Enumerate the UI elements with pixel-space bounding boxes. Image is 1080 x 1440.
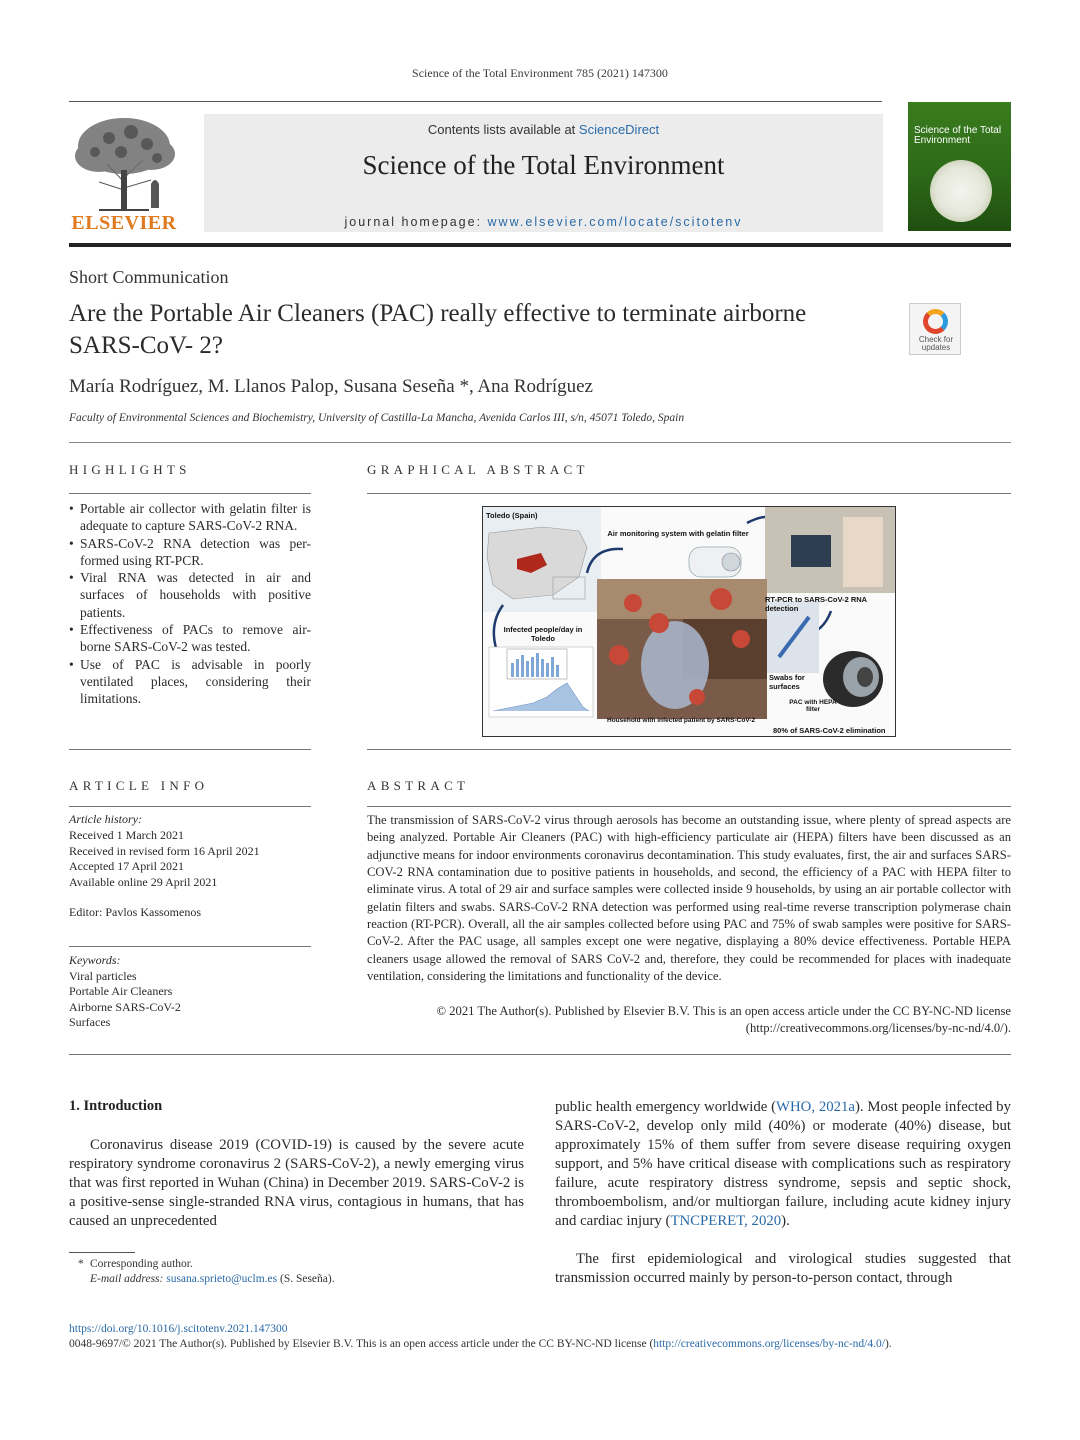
footnote-marker: * — [78, 1258, 84, 1270]
affiliation: Faculty of Environmental Sciences and Biochemistry, University of Castilla-La Mancha, Avenida Carlos III, s/n, 45071 Toledo, Spain — [69, 412, 685, 424]
highlight-item: • Use of PAC is advisable in poorly ventilated places, considering their limitations. — [69, 656, 311, 708]
citation-tncperet-link[interactable]: TNCPERET, 2020 — [670, 1213, 782, 1229]
keyword-item: Portable Air Cleaners — [69, 984, 173, 999]
introduction-heading: 1. Introduction — [69, 1098, 163, 1114]
journal-cover[interactable] — [908, 102, 1011, 231]
highlights-heading: HIGHLIGHTS — [69, 462, 191, 477]
introduction-right-paragraph-2: The first epidemiological and virological studies suggested that transmission occurred mainly by person-to-person contact, through — [555, 1251, 1011, 1286]
affiliation-rule — [69, 442, 1011, 443]
citation-who-link[interactable]: WHO, 2021a — [776, 1099, 855, 1115]
revised-date: Received in revised form 16 April 2021 — [69, 843, 260, 858]
check-updates-icon — [923, 309, 948, 334]
article-title: Are the Portable Air Cleaners (PAC) really effective to terminate airborne SARS-CoV- 2? — [69, 300, 807, 359]
article-info-rule — [69, 806, 311, 807]
issn-text: 0048-9697/© 2021 The Author(s). Published by Elsevier B.V. This is an open access article under the CC BY-NC-ND license ( — [69, 1338, 654, 1350]
homepage-link[interactable]: www.elsevier.com/locate/scitotenv — [487, 215, 743, 229]
online-date: Available online 29 April 2021 — [69, 875, 218, 890]
article-history-label: Article history: — [69, 812, 142, 826]
highlight-item: • Viral RNA was detected in air and surfaces of households with positive patients. — [69, 569, 311, 621]
journal-title: Science of the Total Environment — [362, 150, 725, 180]
abstract-copyright — [367, 1003, 1011, 1038]
authors: María Rodríguez, M. Llanos Palop, Susana Seseña *, Ana Rodríguez — [69, 376, 593, 397]
footnote-text: Corresponding author. — [90, 1258, 193, 1270]
ga-label-toledo: Toledo (Spain) — [486, 511, 538, 520]
email-suffix: (S. Seseña). — [279, 1273, 335, 1285]
elsevier-wordmark: ELSEVIER — [71, 212, 177, 234]
keywords — [69, 953, 311, 1031]
introduction-left-paragraph: Coronavirus disease 2019 (COVID-19) is caused by the severe acute respiratory syndrome coronavirus 2 (SARS-CoV-2), a newly emerging virus that was first reported in Wuhan (China) in December 2019. SARS-CoV-2 is a positive-sense single-stranded RNA virus, contagious in humans, that has caused an unprecedented — [69, 1137, 524, 1229]
keyword-item: Viral particles — [69, 968, 137, 983]
introduction-right-paragraph — [555, 1098, 1011, 1231]
issn-end: ). — [884, 1338, 892, 1350]
highlights-rule — [69, 493, 311, 494]
keyword-item: Surfaces — [69, 1015, 111, 1030]
ga-label-household: Household with infected patient by SARS-CoV-2 — [607, 717, 756, 724]
license-link[interactable]: http://creativecommons.org/licenses/by-nc-nd/4.0/ — [653, 1338, 885, 1350]
highlight-item: • SARS-CoV-2 RNA detection was per-formed using RT-PCR. — [69, 535, 311, 570]
journal-banner — [204, 114, 883, 232]
keywords-rule — [69, 946, 311, 947]
footnote — [69, 1257, 335, 1287]
homepage-prefix: journal homepage: — [344, 215, 483, 229]
graphical-abstract-bottom-rule — [367, 749, 1011, 750]
check-for-updates-button[interactable] — [909, 303, 961, 355]
header-rule — [69, 101, 882, 102]
editor: Editor: Pavlos Kassomenos — [69, 905, 201, 919]
cover-title: Science of the Total Environment — [914, 125, 1002, 146]
abstract-rule — [367, 806, 1011, 807]
intro-text: public health emergency worldwide ( — [555, 1099, 777, 1115]
homepage-line — [204, 215, 883, 229]
abstract-bottom-rule — [69, 1054, 1011, 1055]
sciencedirect-link[interactable]: ScienceDirect — [578, 122, 660, 137]
received-date: Received 1 March 2021 — [69, 827, 184, 842]
intro-text: ). Most people infected by SARS-CoV-2, develop only mild (40%) or moderate (40%) disease, but approximately 15% of them suffer from severe disease requiring oxygen support, and 5% have critical disease with complications such as respiratory failure, acute respiratory distress syndrome, sepsis and septic shock, thromboembolism, and/or multiorgan failure, including acute kidney injury and cardiac injury ( — [555, 1099, 1011, 1229]
highlights-list — [69, 500, 311, 708]
highlight-item: • Portable air collector with gelatin filter is adequate to capture SARS-CoV-2 RNA. — [69, 500, 311, 535]
article-type: Short Communication — [69, 267, 229, 287]
ga-label-rtpcr: RT-PCR to SARS-CoV-2 RNA detection — [765, 595, 867, 613]
keywords-label: Keywords: — [69, 953, 121, 967]
ga-label-swabs: Swabs for surfaces — [769, 673, 805, 691]
abstract-copyright-line: © 2021 The Author(s). Published by Elsevier B.V. This is an open access article under the CC BY-NC-ND license — [436, 1004, 1011, 1018]
issn-line — [69, 1338, 892, 1350]
email-label: E-mail address: — [90, 1273, 164, 1285]
abstract-heading: ABSTRACT — [367, 778, 470, 793]
header-thick-rule — [69, 243, 1011, 247]
highlights-bottom-rule — [69, 749, 311, 750]
article-info-heading: ARTICLE INFO — [69, 778, 209, 793]
journal-reference: Science of the Total Environment 785 (2021) 147300 — [412, 66, 668, 80]
abstract-text: The transmission of SARS-CoV-2 virus through aerosols has become an outstanding issue, where plenty of spread aspects are being analyzed. Portable Air Cleaners (PAC) with high-efficiency particulate air (HEPA) filters have been discussed as an adjunctive means for indoor environments coronavirus decontamination. This study evaluates, first, the air and surfaces SARS-COV-2 RNA contamination due to positive patients in households, and second, the efficiency of a PAC with HEPA filter to eliminate virus. A total of 29 air and surface samples were collected inside 9 households, by using an air portable collector with gelatin filters and swabs. SARS-CoV-2 RNA detection was performed using real-time reverse transcription polymerase chain reaction (RT-PCR). Overall, all the air samples collected before using PAC and 75% of swab samples were positive for SARS-CoV-2. After the PAC usage, all samples except one were negative, displaying a 80% device effectiveness. Portable HEPA cleaners usage allowed the removal of SARS CoV-2 and, therefore, they could be recommended for places with inadequate ventilation, considering the limitations and functionality of the device. — [367, 813, 1011, 984]
keyword-item: Airborne SARS-CoV-2 — [69, 999, 181, 1014]
ga-label-infected: Infected people/day in Toledo — [503, 625, 583, 643]
ga-label-elimination: 80% of SARS-CoV-2 elimination — [773, 726, 886, 735]
ga-label-pac: PAC with HEPA filter — [789, 699, 837, 713]
contents-prefix: Contents lists available at — [427, 122, 576, 137]
ga-label-air-monitoring: Air monitoring system with gelatin filter — [607, 529, 749, 538]
highlight-item: • Effectiveness of PACs to remove air-borne SARS-CoV-2 was tested. — [69, 621, 311, 656]
check-updates-label: Check for updates — [918, 335, 954, 352]
email-link[interactable]: susana.sprieto@uclm.es — [166, 1273, 278, 1285]
graphical-abstract-heading: GRAPHICAL ABSTRACT — [367, 462, 589, 477]
graphical-abstract-rule — [367, 493, 1011, 494]
article-history — [69, 812, 311, 891]
graphical-abstract-figure[interactable] — [482, 506, 896, 737]
contents-line — [204, 122, 883, 137]
abstract-license-link[interactable]: (http://creativecommons.org/licenses/by-nc-nd/4.0/). — [745, 1021, 1011, 1036]
cover-flower-image — [930, 160, 992, 222]
doi-link[interactable]: https://doi.org/10.1016/j.scitotenv.2021.147300 — [69, 1323, 288, 1335]
accepted-date: Accepted 17 April 2021 — [69, 859, 184, 874]
intro-text: ). — [781, 1213, 790, 1229]
footnote-rule — [69, 1252, 135, 1253]
